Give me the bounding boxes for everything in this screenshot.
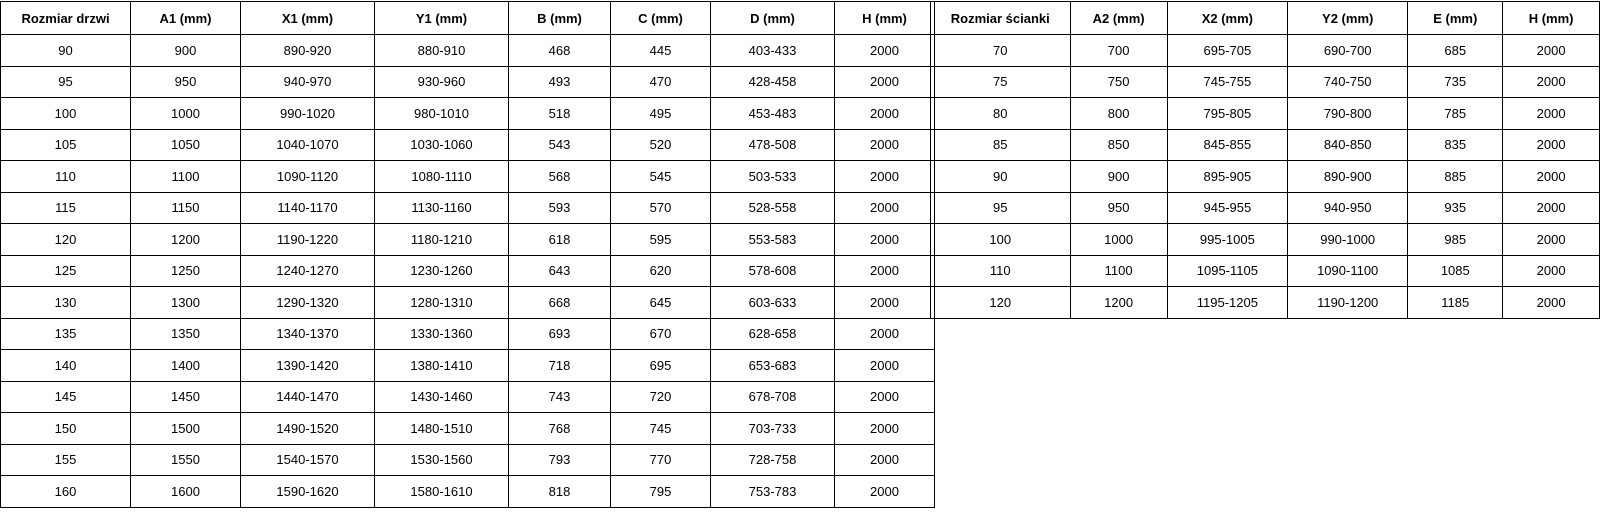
cell: 470 [611,66,711,98]
table-row [931,129,1600,161]
cell: 2000 [835,98,935,130]
cell: 90 [1,35,131,67]
cell: 1050 [131,129,241,161]
cell: 1200 [131,224,241,256]
cell: 495 [611,98,711,130]
cell: 850 [1070,129,1167,161]
cell: 1100 [1070,255,1167,287]
cell: 1240-1270 [241,255,375,287]
cell: 1080-1110 [375,161,509,193]
cell: 890-920 [241,35,375,67]
table-row [1,192,935,224]
cell: 1185 [1408,287,1503,319]
cell: 478-508 [711,129,835,161]
cell: 693 [509,318,611,350]
cell: 1190-1220 [241,224,375,256]
cell: 543 [509,129,611,161]
cell: 895-905 [1167,161,1287,193]
cell: 2000 [835,476,935,508]
cell: 840-850 [1288,129,1408,161]
cell: 1490-1520 [241,413,375,445]
table-row [1,35,935,67]
cell: 1450 [131,381,241,413]
cell: 2000 [835,381,935,413]
cell: 145 [1,381,131,413]
table-row [931,161,1600,193]
table-row [1,98,935,130]
cell: 110 [1,161,131,193]
table-row [1,413,935,445]
walls-table-header [931,2,1600,35]
cell: 493 [509,66,611,98]
table-row [931,35,1600,67]
cell: 930-960 [375,66,509,98]
cell: 1530-1560 [375,444,509,476]
walls-table-body [931,35,1600,319]
cell: 603-633 [711,287,835,319]
table-row [931,287,1600,319]
cell: 95 [1,66,131,98]
cell: 890-900 [1288,161,1408,193]
cell: 1195-1205 [1167,287,1287,319]
cell: 880-910 [375,35,509,67]
cell: 80 [931,98,1071,130]
cell: 593 [509,192,611,224]
cell: 768 [509,413,611,445]
table-row [931,192,1600,224]
cell: 628-658 [711,318,835,350]
table-row [1,129,935,161]
walls-dimensions-table-container [930,1,1600,319]
cell: 100 [931,224,1071,256]
table-row [931,98,1600,130]
cell: 1340-1370 [241,318,375,350]
table-row [931,66,1600,98]
cell: 2000 [835,66,935,98]
cell: 2000 [1503,98,1600,130]
cell: 1090-1100 [1288,255,1408,287]
cell: 1140-1170 [241,192,375,224]
cell: 70 [931,35,1071,67]
cell: 1090-1120 [241,161,375,193]
table-row [1,318,935,350]
cell: 520 [611,129,711,161]
table-row [1,224,935,256]
cell: 790-800 [1288,98,1408,130]
cell: 678-708 [711,381,835,413]
cell: 695-705 [1167,35,1287,67]
cell: 1430-1460 [375,381,509,413]
table-header-row [1,2,935,35]
cell: 105 [1,129,131,161]
cell: 1190-1200 [1288,287,1408,319]
cell: 980-1010 [375,98,509,130]
cell: 2000 [1503,255,1600,287]
cell: 1130-1160 [375,192,509,224]
cell: 835 [1408,129,1503,161]
cell: 545 [611,161,711,193]
cell: 1150 [131,192,241,224]
cell: 1250 [131,255,241,287]
cell: 570 [611,192,711,224]
cell: 735 [1408,66,1503,98]
cell: 950 [1070,192,1167,224]
cell: 2000 [1503,192,1600,224]
cell: 115 [1,192,131,224]
cell: 945-955 [1167,192,1287,224]
table-row [1,444,935,476]
cell: 795 [611,476,711,508]
table-row [931,255,1600,287]
cell: 1040-1070 [241,129,375,161]
column-header-a2: A2 (mm) [1070,2,1167,35]
cell: 2000 [1503,66,1600,98]
cell: 120 [931,287,1071,319]
cell: 1350 [131,318,241,350]
table-row [931,224,1600,256]
cell: 1280-1310 [375,287,509,319]
cell: 770 [611,444,711,476]
cell: 120 [1,224,131,256]
cell: 1550 [131,444,241,476]
cell: 670 [611,318,711,350]
cell: 1180-1210 [375,224,509,256]
cell: 518 [509,98,611,130]
column-header-y1: Y1 (mm) [375,2,509,35]
cell: 995-1005 [1167,224,1287,256]
cell: 2000 [835,224,935,256]
cell: 75 [931,66,1071,98]
column-header-y2: Y2 (mm) [1288,2,1408,35]
cell: 618 [509,224,611,256]
column-header-x2: X2 (mm) [1167,2,1287,35]
cell: 110 [931,255,1071,287]
cell: 2000 [835,318,935,350]
cell: 940-970 [241,66,375,98]
column-header-d: D (mm) [711,2,835,35]
column-header-rozmiar-drzwi: Rozmiar drzwi [1,2,131,35]
cell: 743 [509,381,611,413]
cell: 1100 [131,161,241,193]
cell: 1400 [131,350,241,382]
cell: 100 [1,98,131,130]
cell: 2000 [835,161,935,193]
cell: 1085 [1408,255,1503,287]
cell: 2000 [835,192,935,224]
cell: 668 [509,287,611,319]
cell: 645 [611,287,711,319]
cell: 85 [931,129,1071,161]
cell: 1540-1570 [241,444,375,476]
cell: 1390-1420 [241,350,375,382]
cell: 718 [509,350,611,382]
cell: 90 [931,161,1071,193]
cell: 990-1000 [1288,224,1408,256]
cell: 2000 [835,129,935,161]
cell: 125 [1,255,131,287]
cell: 2000 [1503,161,1600,193]
cell: 140 [1,350,131,382]
cell: 2000 [835,444,935,476]
table-header-row [931,2,1600,35]
cell: 700 [1070,35,1167,67]
cell: 445 [611,35,711,67]
cell: 95 [931,192,1071,224]
table-row [1,66,935,98]
cell: 1000 [131,98,241,130]
cell: 703-733 [711,413,835,445]
cell: 528-558 [711,192,835,224]
table-row [1,350,935,382]
column-header-a1: A1 (mm) [131,2,241,35]
cell: 2000 [1503,129,1600,161]
cell: 750 [1070,66,1167,98]
table-row [1,161,935,193]
cell: 740-750 [1288,66,1408,98]
cell: 795-805 [1167,98,1287,130]
column-header-c: C (mm) [611,2,711,35]
cell: 1095-1105 [1167,255,1287,287]
cell: 1480-1510 [375,413,509,445]
cell: 785 [1408,98,1503,130]
cell: 818 [509,476,611,508]
table-row [1,255,935,287]
cell: 578-608 [711,255,835,287]
cell: 150 [1,413,131,445]
cell: 595 [611,224,711,256]
cell: 745-755 [1167,66,1287,98]
table-row [1,287,935,319]
cell: 620 [611,255,711,287]
cell: 1590-1620 [241,476,375,508]
cell: 160 [1,476,131,508]
cell: 403-433 [711,35,835,67]
doors-table-body [1,35,935,508]
cell: 2000 [835,255,935,287]
cell: 745 [611,413,711,445]
cell: 468 [509,35,611,67]
doors-table-header [1,2,935,35]
column-header-x1: X1 (mm) [241,2,375,35]
cell: 453-483 [711,98,835,130]
cell: 428-458 [711,66,835,98]
cell: 720 [611,381,711,413]
cell: 568 [509,161,611,193]
cell: 503-533 [711,161,835,193]
cell: 845-855 [1167,129,1287,161]
cell: 690-700 [1288,35,1408,67]
cell: 1580-1610 [375,476,509,508]
cell: 155 [1,444,131,476]
cell: 2000 [835,350,935,382]
cell: 2000 [1503,35,1600,67]
cell: 1380-1410 [375,350,509,382]
cell: 1290-1320 [241,287,375,319]
cell: 935 [1408,192,1503,224]
cell: 1600 [131,476,241,508]
cell: 900 [131,35,241,67]
walls-dimensions-table [930,1,1600,319]
cell: 1330-1360 [375,318,509,350]
cell: 1300 [131,287,241,319]
cell: 900 [1070,161,1167,193]
cell: 990-1020 [241,98,375,130]
cell: 2000 [1503,224,1600,256]
cell: 2000 [835,287,935,319]
column-header-h: H (mm) [835,2,935,35]
doors-dimensions-table-container [0,1,935,508]
cell: 553-583 [711,224,835,256]
cell: 1030-1060 [375,129,509,161]
cell: 753-783 [711,476,835,508]
cell: 800 [1070,98,1167,130]
column-header-e: E (mm) [1408,2,1503,35]
column-header-rozmiar-scianki: Rozmiar ścianki [931,2,1071,35]
column-header-h: H (mm) [1503,2,1600,35]
cell: 1230-1260 [375,255,509,287]
cell: 695 [611,350,711,382]
column-header-b: B (mm) [509,2,611,35]
cell: 985 [1408,224,1503,256]
cell: 793 [509,444,611,476]
cell: 643 [509,255,611,287]
cell: 950 [131,66,241,98]
table-row [1,476,935,508]
cell: 1500 [131,413,241,445]
cell: 685 [1408,35,1503,67]
cell: 885 [1408,161,1503,193]
cell: 1200 [1070,287,1167,319]
cell: 2000 [1503,287,1600,319]
cell: 940-950 [1288,192,1408,224]
doors-dimensions-table [0,1,935,508]
cell: 1440-1470 [241,381,375,413]
table-row [1,381,935,413]
cell: 1000 [1070,224,1167,256]
cell: 135 [1,318,131,350]
cell: 728-758 [711,444,835,476]
cell: 653-683 [711,350,835,382]
cell: 2000 [835,35,935,67]
cell: 130 [1,287,131,319]
cell: 2000 [835,413,935,445]
